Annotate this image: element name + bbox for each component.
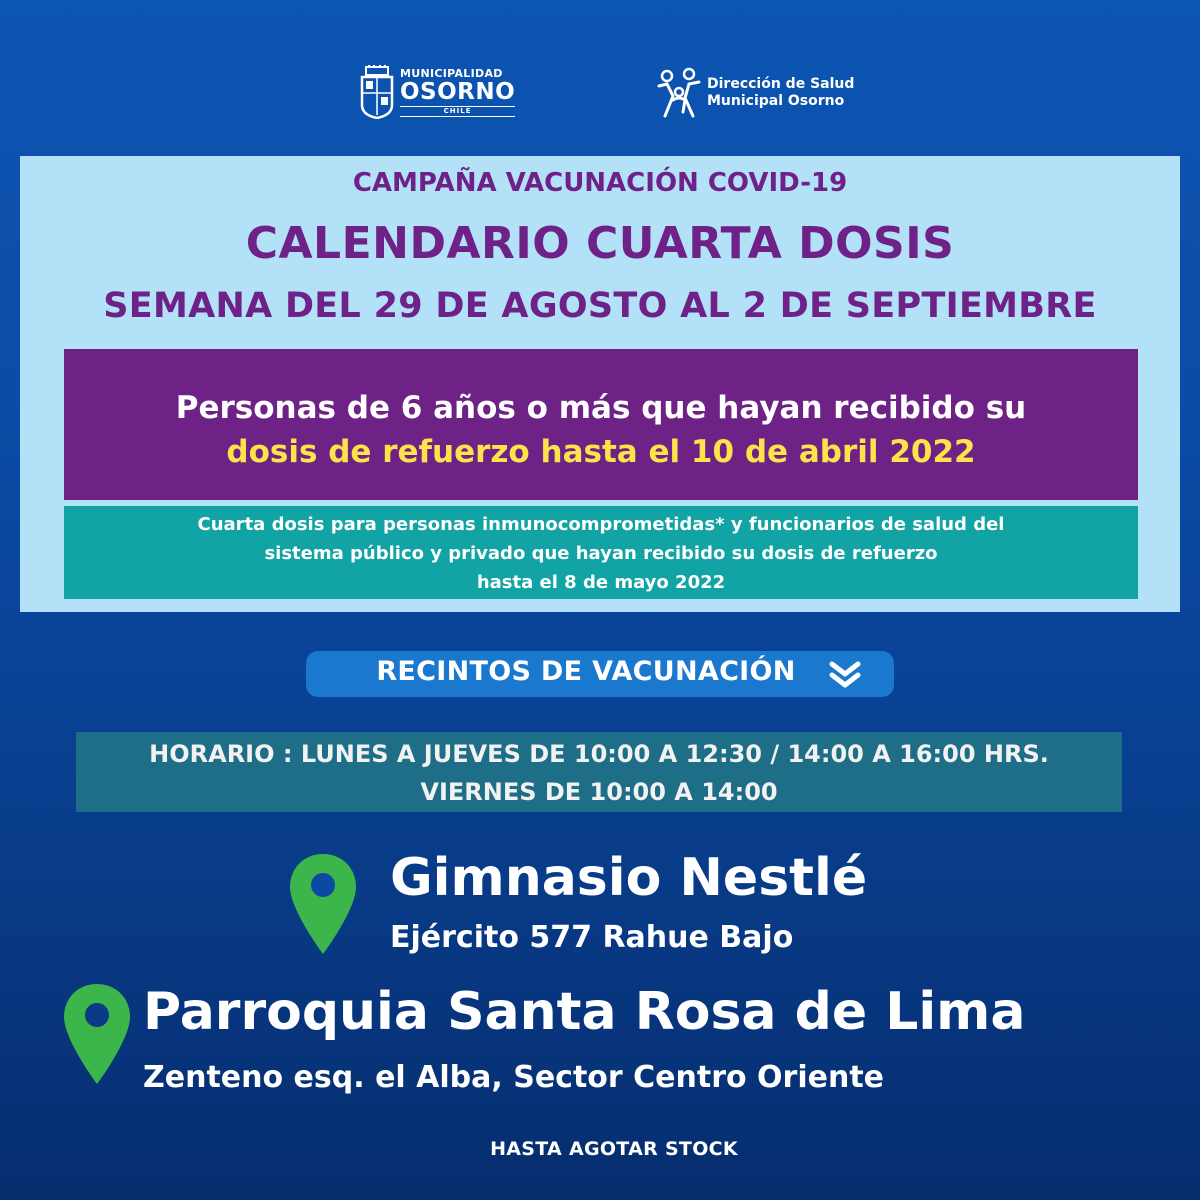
municipality-country: CHILE bbox=[400, 106, 515, 117]
stock-notice: HASTA AGOTAR STOCK bbox=[490, 1138, 738, 1160]
week-range: SEMANA DEL 29 DE AGOSTO AL 2 DE SEPTIEMBRE bbox=[103, 286, 1097, 326]
municipality-logo bbox=[360, 62, 520, 122]
note-line2: sistema público y privado que hayan recibido su dosis de refuerzo bbox=[264, 543, 938, 564]
map-pin-icon bbox=[62, 982, 132, 1086]
campaign-title: CAMPAÑA VACUNACIÓN COVID-19 bbox=[352, 168, 848, 198]
location-address: Zenteno esq. el Alba, Sector Centro Oriente bbox=[143, 1060, 885, 1095]
health-department-line2: Municipal Osorno bbox=[707, 93, 845, 109]
health-department-logo bbox=[655, 66, 875, 120]
calendar-title: CALENDARIO CUARTA DOSIS bbox=[245, 218, 955, 269]
note-line1: Cuarta dosis para personas inmunocomprometidas* y funcionarios de salud del bbox=[197, 514, 1005, 535]
health-department-line1: Dirección de Salud bbox=[707, 75, 855, 92]
location-name: Parroquia Santa Rosa de Lima bbox=[143, 982, 1026, 1042]
sites-heading: RECINTOS DE VACUNACIÓN bbox=[376, 656, 796, 687]
location-name: Gimnasio Nestlé bbox=[390, 848, 868, 908]
eligibility-line1: Personas de 6 años o más que hayan recibido su bbox=[175, 390, 1027, 426]
schedule-line2: VIERNES DE 10:00 A 14:00 bbox=[420, 778, 778, 806]
location-address: Ejército 577 Rahue Bajo bbox=[390, 920, 794, 955]
map-pin-icon bbox=[288, 852, 358, 956]
municipality-city: OSORNO bbox=[400, 78, 516, 105]
family-icon bbox=[655, 66, 703, 120]
municipality-label: MUNICIPALIDAD bbox=[400, 66, 503, 80]
chevron-double-down-icon bbox=[828, 660, 862, 690]
schedule-line1: HORARIO : LUNES A JUEVES DE 10:00 A 12:30 / 14:00 A 16:00 HRS. bbox=[149, 740, 1049, 768]
eligibility-line2: dosis de refuerzo hasta el 10 de abril 2022 bbox=[226, 434, 976, 470]
note-line3: hasta el 8 de mayo 2022 bbox=[476, 572, 726, 593]
crest-icon bbox=[360, 65, 394, 119]
